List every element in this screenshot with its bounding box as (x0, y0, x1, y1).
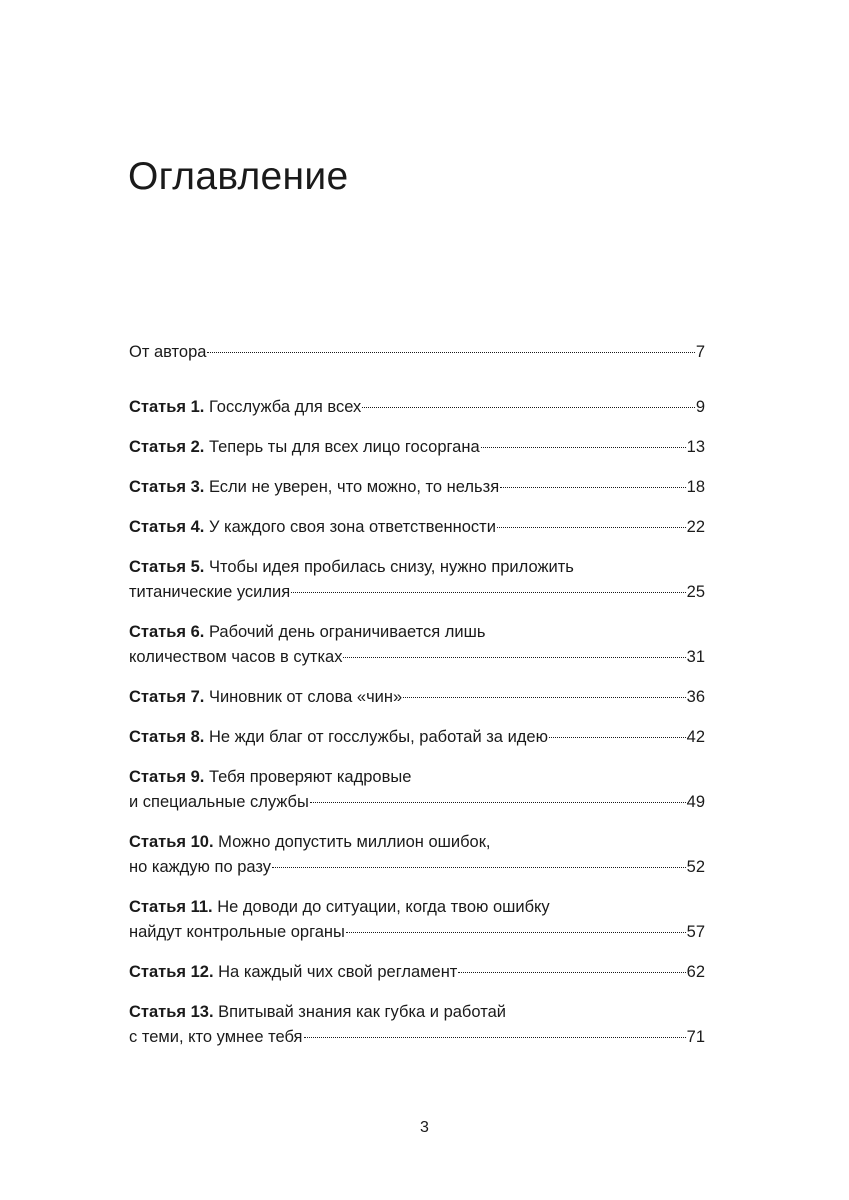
toc-entry-line (129, 765, 705, 790)
toc-dot-leader (458, 972, 685, 973)
toc-entry-line (129, 580, 705, 605)
toc-entry-prefix: Статья 6. (129, 623, 205, 641)
toc-entry-line (129, 920, 705, 945)
toc-entry-title: Чтобы идея пробилась снизу, нужно приложить (208, 558, 574, 576)
toc-entry-title: Если не уверен, что можно, то нельзя (208, 478, 500, 496)
toc-entry-title: с теми, кто умнее тебя (129, 1028, 303, 1046)
toc-entry-label (129, 1003, 506, 1021)
toc-entry-prefix: Статья 11. (129, 898, 213, 916)
toc-entry-title: Не доводи до ситуации, когда твою ошибку (217, 898, 550, 916)
toc-entry-line (129, 555, 705, 580)
toc-entry-title: Чиновник от слова «чин» (208, 688, 403, 706)
page-number: 3 (420, 1119, 429, 1136)
page-title: Оглавление (128, 155, 349, 198)
toc-entry[interactable] (129, 1000, 705, 1050)
toc-entry-line (129, 435, 705, 460)
toc-entry-prefix: Статья 13. (129, 1003, 214, 1021)
toc-entry-page: 13 (686, 438, 705, 456)
toc-entry[interactable] (129, 895, 705, 945)
toc-entry[interactable] (129, 475, 705, 500)
toc-entry-label (129, 515, 496, 540)
toc-entry-prefix: Статья 9. (129, 768, 205, 786)
toc-dot-leader (291, 592, 685, 593)
toc-entry-label (129, 725, 548, 750)
toc-entry-prefix: Статья 1. (129, 398, 205, 416)
toc-entry-label (129, 623, 485, 641)
toc-entry-page: 36 (686, 688, 705, 706)
toc-entry-prefix: Статья 8. (129, 728, 205, 746)
toc-entry-label (129, 960, 457, 985)
toc-entry[interactable] (129, 515, 705, 540)
toc-entry-line (129, 895, 705, 920)
toc-entry-page: 18 (686, 478, 705, 496)
toc-entry-title: количеством часов в сутках (129, 648, 343, 666)
toc-entry[interactable] (129, 395, 705, 420)
toc-entry-title: Впитывай знания как губка и работай (218, 1003, 506, 1021)
toc-entry-page: 57 (686, 923, 705, 941)
toc-entry-line (129, 790, 705, 815)
toc-entry-line (129, 1025, 705, 1050)
toc-entry-line (129, 725, 705, 750)
toc-entry-prefix: Статья 5. (129, 558, 205, 576)
toc-entry-label (129, 435, 480, 460)
toc-entry-line (129, 645, 705, 670)
toc-entry-page: 71 (686, 1028, 705, 1046)
toc-entry-title: и специальные службы (129, 793, 309, 811)
toc-dot-leader (549, 737, 686, 738)
toc-entry-page: 22 (686, 518, 705, 536)
toc-dot-leader (362, 407, 695, 408)
toc-dot-leader (207, 352, 694, 353)
toc-dot-leader (304, 1037, 686, 1038)
toc-entry-line (129, 855, 705, 880)
toc-entry-page: 31 (686, 648, 705, 666)
toc-dot-leader (497, 527, 686, 528)
toc-entry-title: Госслужба для всех (208, 398, 362, 416)
toc-dot-leader (272, 867, 686, 868)
toc-entry[interactable] (129, 960, 705, 985)
toc-entry-label (129, 645, 342, 670)
toc-dot-leader (346, 932, 686, 933)
toc-entry-title: найдут контрольные органы (129, 923, 345, 941)
toc-entry-label (129, 580, 290, 605)
toc-entry-title: титанические усилия (129, 583, 291, 601)
toc-entry-title: У каждого своя зона ответственности (208, 518, 496, 536)
toc-dot-leader (481, 447, 686, 448)
toc-entry-label (129, 768, 411, 786)
toc-entry-page: 9 (695, 398, 705, 416)
toc-entry-prefix: Статья 4. (129, 518, 205, 536)
toc-entry-label (129, 395, 361, 420)
toc-entry-page: 7 (695, 343, 705, 361)
toc-dot-leader (500, 487, 686, 488)
toc-entry-line (129, 960, 705, 985)
toc-dot-leader (310, 802, 686, 803)
toc-entry-page: 52 (686, 858, 705, 876)
toc-entry-title: Не жди благ от госслужбы, работай за идею (208, 728, 548, 746)
toc-entry-prefix: Статья 12. (129, 963, 214, 981)
toc-entry[interactable] (129, 435, 705, 460)
toc-entry-label (129, 898, 550, 916)
toc-entry-title: Тебя проверяют кадровые (208, 768, 412, 786)
toc-entry-prefix: Статья 10. (129, 833, 214, 851)
toc-entry-prefix: Статья 2. (129, 438, 205, 456)
toc-entry[interactable] (129, 725, 705, 750)
toc-entry-line (129, 340, 705, 365)
toc-entry-title: но каждую по разу (129, 858, 271, 876)
toc-entry-label (129, 475, 499, 500)
toc-entry-title: Можно допустить миллион ошибок, (218, 833, 491, 851)
toc-entry[interactable] (129, 555, 705, 605)
toc-entry[interactable] (129, 765, 705, 815)
toc-entry-line (129, 475, 705, 500)
toc-entry-line (129, 830, 705, 855)
toc-entry-label (129, 558, 574, 576)
toc-entry-page: 42 (686, 728, 705, 746)
toc-entry-title: Теперь ты для всех лицо госоргана (208, 438, 480, 456)
table-of-contents (129, 340, 705, 1050)
toc-entry-line (129, 1000, 705, 1025)
toc-entry-line (129, 620, 705, 645)
toc-entry[interactable] (129, 620, 705, 670)
toc-entry[interactable] (129, 685, 705, 710)
toc-dot-leader (403, 697, 685, 698)
toc-entry-page: 62 (686, 963, 705, 981)
toc-entry-title: От автора (129, 343, 207, 361)
toc-entry[interactable] (129, 340, 705, 365)
toc-entry-prefix: Статья 7. (129, 688, 205, 706)
toc-entry-page: 25 (686, 583, 705, 601)
toc-entry-label (129, 340, 206, 365)
toc-entry-title: На каждый чих свой регламент (218, 963, 458, 981)
toc-entry-title: Рабочий день ограничивается лишь (208, 623, 486, 641)
toc-entry-line (129, 395, 705, 420)
toc-entry-page: 49 (686, 793, 705, 811)
toc-entry-label (129, 685, 402, 710)
toc-entry-line (129, 685, 705, 710)
toc-entry-label (129, 833, 491, 851)
toc-entry-label (129, 855, 271, 880)
toc-entry-label (129, 790, 309, 815)
toc-entry-line (129, 515, 705, 540)
toc-entry-label (129, 1025, 303, 1050)
toc-entry-label (129, 920, 345, 945)
toc-entry-prefix: Статья 3. (129, 478, 205, 496)
toc-entry[interactable] (129, 830, 705, 880)
toc-dot-leader (343, 657, 685, 658)
